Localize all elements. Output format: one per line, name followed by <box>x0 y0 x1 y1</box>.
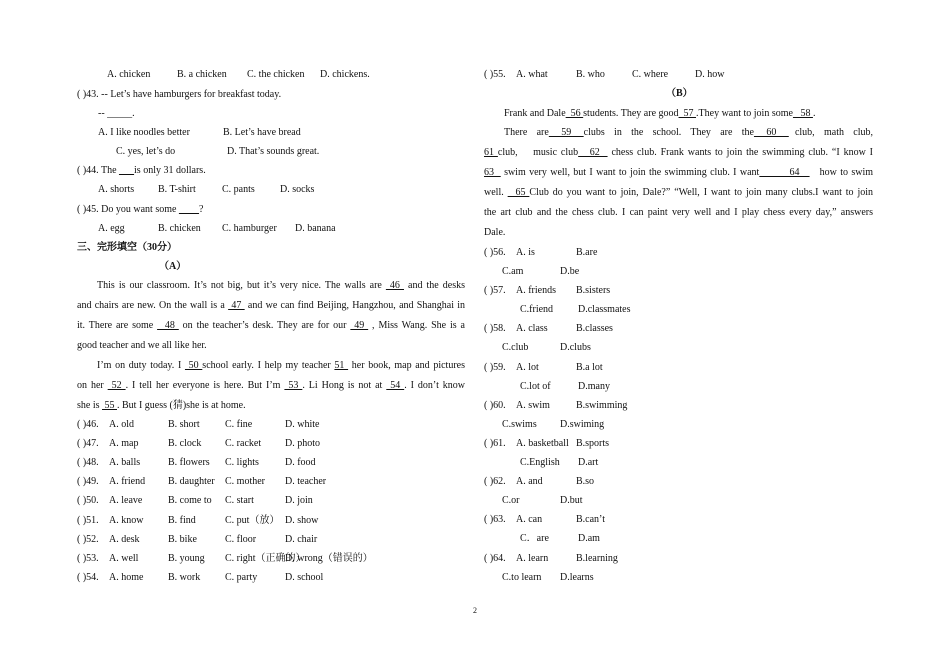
option-d: D. food <box>285 457 316 469</box>
passage-text: her book, map and pictures <box>348 360 465 371</box>
option-a: A. old <box>109 419 134 430</box>
passage-text: on the teacher’s desk. They are for our <box>178 320 351 331</box>
option-a: A. balls <box>109 457 141 469</box>
answer-blank: 59 <box>548 127 584 138</box>
answer-blank: 47 <box>228 300 245 311</box>
option-c: C. start <box>225 495 254 507</box>
option-d: D. banana <box>295 223 336 234</box>
question-number: ( )59. <box>484 361 506 373</box>
answer-blank: 55 <box>102 400 117 411</box>
passage-text: she is <box>77 400 102 411</box>
passage-text: good teacher and we all like her. <box>77 340 207 351</box>
option-d: D.be <box>560 266 580 277</box>
passage-text: . I tell her everyone is here. But I’m <box>125 380 285 391</box>
option-d: D. socks <box>280 184 315 195</box>
option-a: A. can <box>516 514 543 526</box>
option-c: C. party <box>225 571 258 583</box>
option-d: D.art <box>578 457 599 468</box>
option-c: C. where <box>632 69 669 80</box>
answer-blank: 56 <box>565 108 584 119</box>
answer-blank: 49 <box>350 320 369 331</box>
options-42 <box>107 68 370 81</box>
passage-text: . But I guess (猜)she is at home. <box>117 400 246 411</box>
passage-text: This is our classroom. It’s not big, but it’s very nice. The walls are <box>97 280 386 291</box>
passage-text: There are <box>504 127 549 138</box>
option-c: C. floor <box>225 533 257 545</box>
passage-text: Dale. <box>484 227 506 238</box>
option-d: D. show <box>285 514 319 526</box>
question-number: ( )50. <box>77 495 99 507</box>
option-b: B.sisters <box>576 285 611 297</box>
option-c: C．are <box>520 533 549 545</box>
option-b: B. clock <box>168 438 202 450</box>
option-c: C.English <box>520 457 560 468</box>
passage-text: club, music club <box>497 147 579 158</box>
answer-blank: 61 <box>484 147 498 158</box>
option-c: C. lights <box>225 457 259 469</box>
blank-44: ___ <box>119 165 135 176</box>
option-c: C.swims <box>502 418 537 430</box>
passage-text: well. <box>484 187 508 198</box>
passage-text: school early. I help my teacher <box>202 360 335 371</box>
option-b: B. chicken <box>158 223 201 234</box>
answer-blank: 65 <box>507 187 530 198</box>
option-d: D. chickens. <box>320 69 370 80</box>
question-number: ( )64. <box>484 552 506 564</box>
option-c: C. racket <box>225 438 262 450</box>
option-b: B.classes <box>576 323 613 335</box>
option-b: B. a chicken <box>177 69 227 80</box>
option-a: A. home <box>109 571 144 583</box>
option-b: B. Let’s have bread <box>223 127 301 138</box>
options-45 <box>98 222 336 235</box>
passage-line <box>97 359 465 372</box>
passage-line <box>77 319 465 332</box>
option-d: D. wrong（错误的） <box>285 552 373 564</box>
option-b: B. short <box>168 419 200 430</box>
part-a-title: （A） <box>159 261 187 272</box>
passage-text: on her <box>77 380 108 391</box>
question-number: ( )63. <box>484 514 506 526</box>
option-b: B.swimming <box>576 399 628 411</box>
option-b: B. flowers <box>168 457 210 469</box>
options-43-ab <box>98 126 301 139</box>
option-a: A. and <box>516 476 543 488</box>
passage-line <box>77 399 246 412</box>
option-c: C. put（放） <box>225 514 280 526</box>
option-a: A. swim <box>516 399 550 411</box>
part-b-title: （B） <box>666 88 693 99</box>
option-a: A. basketball <box>516 438 569 449</box>
option-c: C.lot of <box>520 380 551 392</box>
option-b: B. T-shirt <box>158 184 196 195</box>
passage-text: . <box>812 108 816 119</box>
option-b: B. bike <box>168 533 197 545</box>
option-d: D. how <box>695 69 725 80</box>
option-a: A. know <box>109 514 144 526</box>
option-b: B. work <box>168 571 201 583</box>
passage-line <box>77 339 207 352</box>
passage-line <box>484 166 873 179</box>
option-c: C. yes, let’s do <box>116 146 176 157</box>
passage-line <box>484 146 873 159</box>
blank-45: ____ <box>178 204 199 215</box>
answer-blank: 50 <box>184 360 203 371</box>
option-d: D. join <box>285 495 313 507</box>
option-a: A. leave <box>109 495 143 507</box>
question-number: ( )48. <box>77 457 99 469</box>
option-b: B. who <box>576 69 605 80</box>
passage-text: Frank and Dale <box>504 108 566 119</box>
page-number: 2 <box>473 606 477 615</box>
question-number: ( )62. <box>484 476 506 488</box>
passage-line <box>484 206 873 219</box>
option-d: D. That’s sounds great. <box>227 146 320 157</box>
option-c: C.club <box>502 342 529 354</box>
option-d: D.classmates <box>578 304 631 316</box>
options-44 <box>98 183 315 196</box>
passage-line <box>77 299 465 312</box>
option-c: C.friend <box>520 304 554 316</box>
option-b: B. young <box>168 552 205 564</box>
option-b: B.so <box>576 476 595 488</box>
question-number: ( )49. <box>77 476 99 488</box>
answer-blank: 53 <box>284 380 303 391</box>
option-a: A. friend <box>109 476 146 488</box>
options-43-cd <box>116 145 320 158</box>
question-number: ( )60. <box>484 399 506 411</box>
option-d: D. white <box>285 419 320 430</box>
option-b: B. find <box>168 514 196 526</box>
option-d: D.swiming <box>560 418 605 430</box>
passage-text: how to swim <box>809 167 874 178</box>
passage-text: chess club. Frank wants to join the swimming club. “I know I <box>607 147 874 158</box>
question-number: ( )53. <box>77 552 99 564</box>
question-number: ( )54. <box>77 571 99 583</box>
answer-blank: 64 <box>759 167 810 178</box>
answer-blank: 60 <box>753 127 789 138</box>
question-43: ( )43. -- Let’s have hamburgers for breakfast today. <box>77 89 282 100</box>
answer-blank: 58 <box>792 108 813 119</box>
passage-line <box>484 186 873 199</box>
option-b: B. daughter <box>168 476 215 488</box>
option-c: C. right（正确的） <box>225 552 306 564</box>
passage-text: .They want to join some <box>696 108 793 119</box>
option-b: B.learning <box>576 552 618 564</box>
passage-text: club, math club, <box>788 127 873 138</box>
option-a: A. what <box>516 69 548 80</box>
option-d: D.but <box>560 495 583 507</box>
answer-blank: 51 <box>334 360 349 371</box>
option-a: A. well <box>109 552 139 564</box>
option-a: A. I like noodles better <box>98 127 190 138</box>
option-d: D. teacher <box>285 476 327 488</box>
answer-blank: 57 <box>678 108 697 119</box>
option-c: C. pants <box>222 184 255 195</box>
passage-text: . Li Hong is not at <box>302 380 387 391</box>
passage-text: . I don’t know <box>404 380 466 391</box>
passage-text: clubs in the school. They are the <box>583 127 754 138</box>
question-number: ( )57. <box>484 285 506 297</box>
option-a: A. learn <box>516 552 549 564</box>
passage-line <box>97 279 465 292</box>
option-c: C. the chicken <box>247 69 305 80</box>
passage-text: students. They are good <box>583 108 679 119</box>
option-c: C.am <box>502 266 524 277</box>
option-b: B.are <box>576 247 598 258</box>
passage-line <box>77 379 465 392</box>
passage-text: it. There are some <box>77 320 158 331</box>
option-b: B. come to <box>168 495 212 507</box>
option-d: D. school <box>285 571 324 583</box>
option-b: B.can’t <box>576 514 605 526</box>
option-a: A. map <box>109 438 139 450</box>
question-44: ( )44. The ___is only 31 dollars. <box>77 165 206 176</box>
answer-blank: 54 <box>386 380 405 391</box>
answer-blank: 63 <box>484 167 501 178</box>
question-number: ( )61. <box>484 438 506 449</box>
question-55: ( )55. A. what B. who C. where D. how <box>484 69 725 80</box>
option-d: D.clubs <box>560 342 591 354</box>
option-c: C.or <box>502 495 520 507</box>
question-number: ( )58. <box>484 323 506 335</box>
passage-line <box>504 107 815 120</box>
answer-blank: 52 <box>107 380 126 391</box>
passage-text: I’m on duty today. I <box>97 360 185 371</box>
passage-line <box>504 126 873 139</box>
option-a: A. shorts <box>98 184 135 195</box>
option-a: A. lot <box>516 361 539 373</box>
answer-blank: 46 <box>385 280 404 291</box>
option-d: D. photo <box>285 438 320 450</box>
question-number: ( )52. <box>77 533 99 545</box>
option-d: D.many <box>578 380 610 392</box>
passage-text: , Miss Wang. She is a <box>368 320 465 331</box>
option-a: A. desk <box>109 533 140 545</box>
option-d: D.learns <box>560 571 594 583</box>
option-b: B.sports <box>576 438 610 449</box>
passage-text: and the desks <box>403 280 465 291</box>
question-number: ( )46. <box>77 419 99 430</box>
option-c: C. mother <box>225 476 265 488</box>
passage-text: and we can find Beijing, Hangzhou, and Shanghai in <box>244 300 466 311</box>
option-b: B.a lot <box>576 361 603 373</box>
question-number: ( )47. <box>77 438 99 450</box>
answer-blank: 62 <box>578 147 608 158</box>
option-a: A. egg <box>98 223 125 234</box>
passage-text: swim very well, but I want to join the swimming club. I want <box>500 167 760 178</box>
answer-blank: 48 <box>157 320 179 331</box>
option-c: C.to learn <box>502 571 542 583</box>
option-d: D. chair <box>285 533 318 545</box>
option-a: A. chicken <box>107 69 151 80</box>
question-number: ( )51. <box>77 514 99 526</box>
option-a: A. is <box>516 247 535 258</box>
passage-text: Club do you want to join, Dale?” “Well, I want to join many clubs.I want to join <box>529 187 874 198</box>
option-a: A. friends <box>516 285 556 297</box>
question-number: ( )56. <box>484 247 506 258</box>
option-c: C. fine <box>225 419 253 430</box>
reply-43: -- _____. <box>98 108 135 119</box>
option-a: A. class <box>516 323 548 335</box>
section-title: 三、完形填空（30分） <box>77 242 177 253</box>
passage-text: the art club and the chess club. I can paint very well and I play chess every day,” answers <box>484 207 873 218</box>
option-d: D.am <box>578 533 600 545</box>
passage-line <box>484 226 505 239</box>
passage-text: and chairs are new. On the wall is a <box>77 300 229 311</box>
option-c: C. hamburger <box>222 223 277 234</box>
question-45: ( )45. Do you want some ____? <box>77 204 204 215</box>
